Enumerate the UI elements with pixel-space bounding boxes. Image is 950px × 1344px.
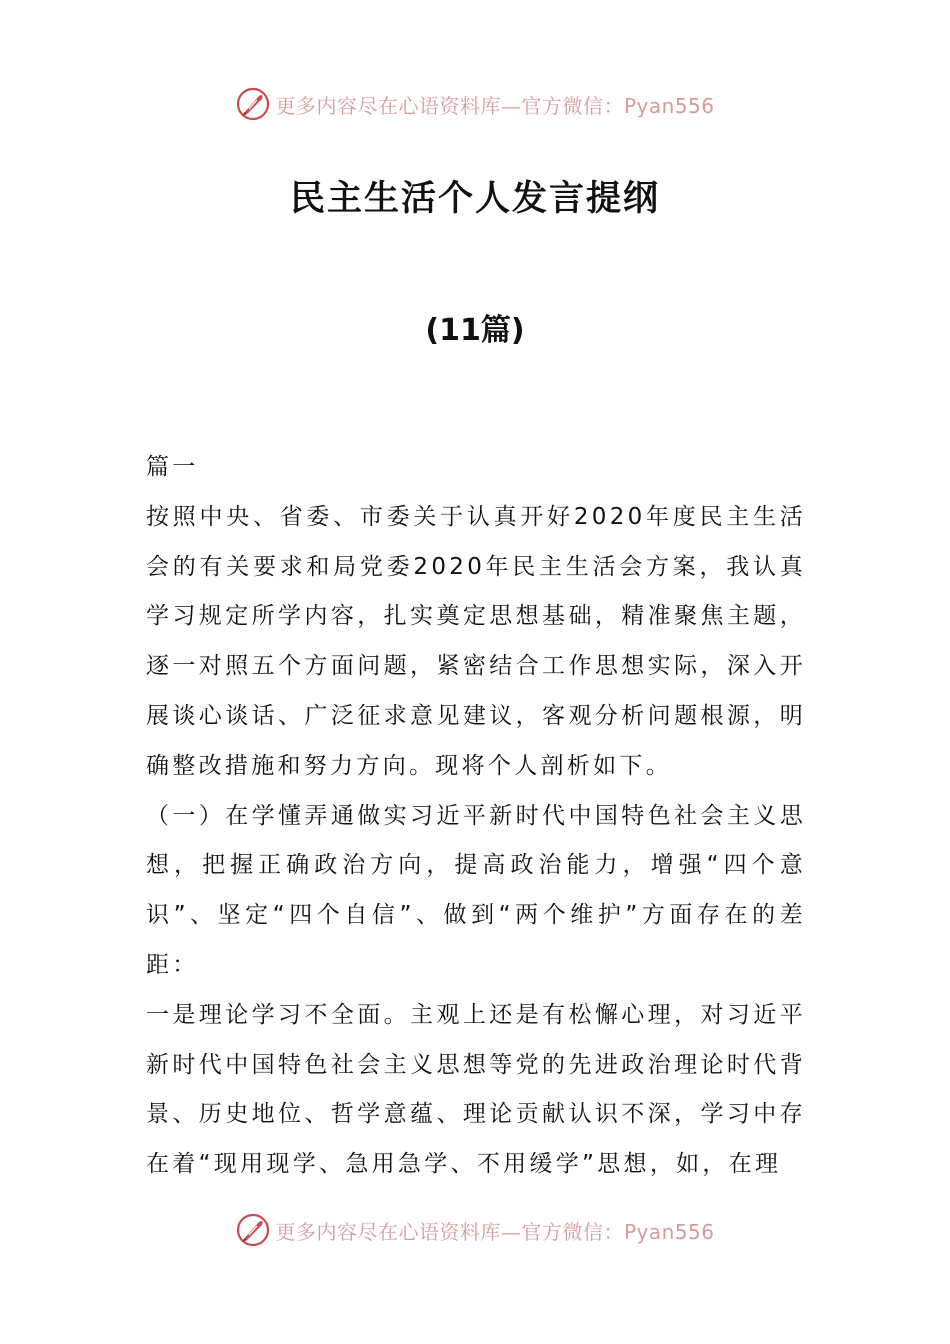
paragraph: 一是理论学习不全面。主观上还是有松懈心理，对习近平新时代中国特色社会主义思想等党的先进政治理论时代背景、历史地位、哲学意蕴、理论贡献认识不深，学习中存在着“现用现学、急用急学、不用缓学”思想，如，在理: [146, 1001, 806, 1178]
document-subtitle: (11篇): [425, 313, 525, 348]
header-watermark: [0, 84, 950, 124]
quill-pen-logo-icon: [235, 1212, 271, 1248]
footer-watermark: [0, 1210, 950, 1250]
watermark-text: 更多内容尽在心语资料库—官方微信：Pyan556: [275, 93, 715, 118]
watermark-text: 更多内容尽在心语资料库—官方微信：Pyan556: [275, 1219, 715, 1244]
paragraph: 按照中央、省委、市委关于认真开好2020年度民主生活会的有关要求和局党委2020年民主生活会方案，我认真学习规定所学内容，扎实奠定思想基础，精准聚焦主题，逐一对照五个方面问题，紧密结合工作思想实际，深入开展谈心谈话、广泛征求意见建议，客观分析问题根源，明确整改措施和努力方向。现将个人剖析如下。: [146, 503, 806, 779]
section-label: 篇一: [146, 454, 199, 480]
paragraph: （一）在学懂弄通做实习近平新时代中国特色社会主义思想，把握正确政治方向，提高政治能力，增强“四个意识”、坚定“四个自信”、做到“两个维护”方面存在的差距：: [146, 802, 806, 978]
document-title: 民主生活个人发言提纲: [289, 179, 660, 219]
document-body: [146, 443, 806, 1190]
quill-pen-logo-icon: [235, 86, 271, 122]
